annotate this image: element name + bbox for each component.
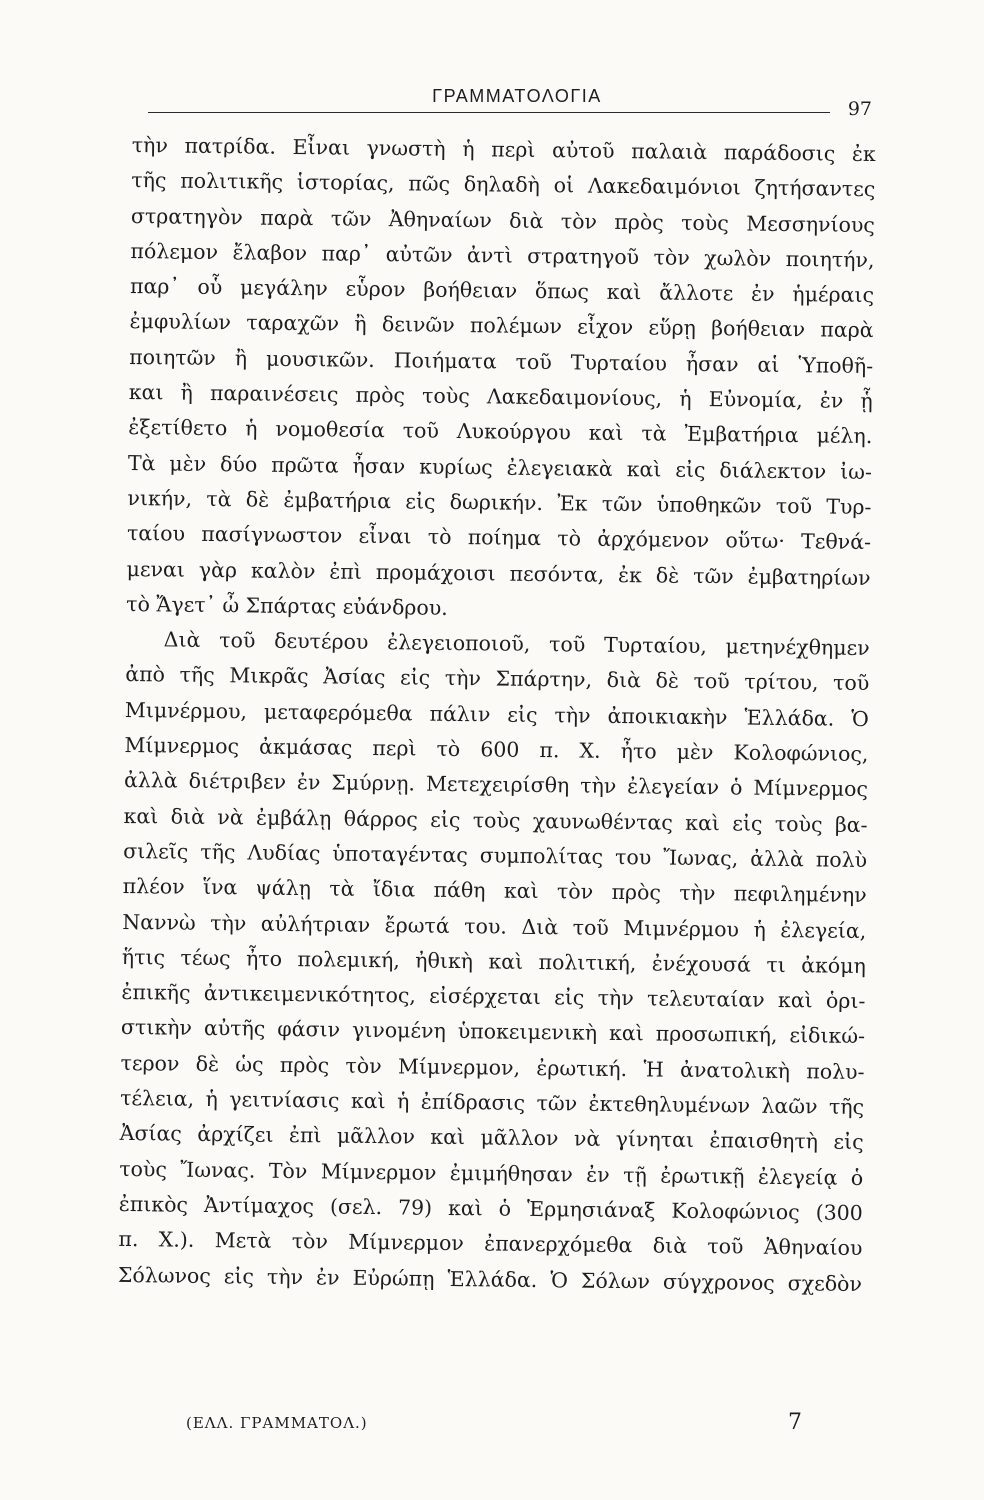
page-footer xyxy=(138,1410,802,1444)
text-line: τὴν πατρίδα. Εἶναι γνωστὴ ἡ περὶ αὐτοῦ παλαιὰ παράδοσις ἐκ xyxy=(131,132,876,167)
text-line: τῆς πολιτικῆς ἱστορίας, πῶς δηλαδὴ οἱ Λακεδαιμόνιοι ζητήσαντες xyxy=(131,168,876,202)
text-line: πόλεμον ἔλαβον παρ᾿ αὐτῶν ἀντὶ στρατηγοῦ τὸν χωλὸν ποιητήν, xyxy=(130,238,875,272)
running-title: ΓΡΑΜΜΑΤΟΛΟΓΙΑ xyxy=(432,86,602,106)
text-line: ἐμφυλίων ταραχῶν ἢ δεινῶν πολέμων εἶχον εὕρῃ βοήθειαν παρὰ xyxy=(129,309,874,343)
text-line: Σόλωνος εἰς τὴν ἐν Εὐρώπῃ Ἑλλάδα. Ὁ Σόλων σύγχρονος σχεδὸν xyxy=(117,1262,863,1296)
text-line: ἐπικὸς Ἀντίμαχος (σελ. 79) καὶ ὁ Ἑρμησιάναξ Κολοφώνιος (300 xyxy=(118,1191,863,1225)
text-line: παρ᾿ οὗ μεγάλην εὗρον βοήθειαν ὅπως καὶ ἄλλοτε ἐν ἡμέραις xyxy=(129,274,875,308)
text-line: καὶ διὰ νὰ ἐμβάλῃ θάρρος εἰς τοὺς χαυνωθέντας καὶ εἰς τοὺς βα- xyxy=(123,803,868,837)
text-line: Ἀσίας ἀρχίζει ἐπὶ μᾶλλον καὶ μᾶλλον νὰ γίνηται ἐπαισθητὴ εἰς xyxy=(119,1121,864,1155)
text-line: ἀπὸ τῆς Μικρᾶς Ἀσίας εἰς τὴν Σπάρτην, διὰ δὲ τοῦ τρίτου, τοῦ xyxy=(125,662,870,696)
text-line: νικήν, τὰ δὲ ἐμβατήρια εἰς δωρικήν. Ἐκ τῶν ὑποθηκῶν τοῦ Τυρ- xyxy=(127,485,872,520)
text-line: τερον δὲ ὡς πρὸς τὸν Μίμνερμον, ἐρωτική. Ἡ ἀνατολικὴ πολυ- xyxy=(120,1050,865,1084)
text-line: ποιητῶν ἢ μουσικῶν. Ποιήματα τοῦ Τυρταίου ἦσαν αἱ Ὑποθῆ- xyxy=(129,344,874,378)
text-line: στικὴν αὐτῆς φάσιν γινομένη ὑποκειμενικὴ καὶ προσωπική, εἰδικώ- xyxy=(120,1015,866,1049)
text-line: στρατηγὸν παρὰ τῶν Ἀθηναίων διὰ τὸν πρὸς τοὺς Μεσσηνίους xyxy=(130,203,876,237)
text-line: ἀλλὰ διέτριβεν ἐν Σμύρνῃ. Μετεχειρίσθη τὴν ἐλεγείαν ὁ Μίμνερμος xyxy=(123,768,869,802)
page-number: 97 xyxy=(847,98,872,120)
text-line: Διὰ τοῦ δευτέρου ἐλεγειοποιοῦ, τοῦ Τυρταίου, μετηνέχθημεν xyxy=(163,627,870,661)
text-line: ταίου πασίγνωστον εἶναι τὸ ποίημα τὸ ἀρχόμενον οὕτω· Τεθνά- xyxy=(126,521,872,555)
text-line: τοὺς Ἴωνας. Τὸν Μίμνερμον ἐμιμήθησαν ἐν τῇ ἐρωτικῇ ἐλεγείᾳ ὁ xyxy=(119,1156,864,1190)
text-line: Μίμνερμος ἀκμάσας περὶ τὸ 600 π. Χ. ἦτο μὲν Κολοφώνιος, xyxy=(124,733,869,767)
running-head xyxy=(148,86,872,126)
signature-mark: (ΕΛΛ. ΓΡΑΜΜΑΤΟΛ.) xyxy=(186,1414,368,1432)
text-line: και ἢ παραινέσεις πρὸς τοὺς Λακεδαιμονίους, ἡ Εὐνομία, ἐν ᾗ xyxy=(128,380,873,414)
text-line: σιλεῖς τῆς Λυδίας ὑποταγέντας συμπολίτας του Ἴωνας, ἀλλὰ πολὺ xyxy=(123,838,868,872)
text-line: Μιμνέρμου, μεταφερόμεθα πάλιν εἰς τὴν ἀποικιακὴν Ἑλλάδα. Ὁ xyxy=(124,697,869,731)
text-line: τὸ Ἄγετ᾿ ὦ Σπάρτας εὐάνδρου. xyxy=(126,591,448,620)
header-rule xyxy=(148,112,830,113)
text-line: ἐξετίθετο ἡ νομοθεσία τοῦ Λυκούργου καὶ τὰ Ἐμβατήρια μέλη. xyxy=(128,415,873,449)
text-line: ἐπικῆς ἀντικειμενικότητος, εἰσέρχεται εἰς τὴν τελευταίαν καὶ ὁρι- xyxy=(121,980,866,1014)
text-line: πλέον ἵνα ψάλῃ τὰ ἴδια πάθη καὶ τὸν πρὸς τὴν πεφιλημένην xyxy=(122,874,867,908)
text-line: Τὰ μὲν δύο πρῶτα ἦσαν κυρίως ἐλεγειακὰ καὶ εἰς διάλεκτον ἰω- xyxy=(127,450,873,484)
text-line: μεναι γὰρ καλὸν ἐπὶ προμάχοισι πεσόντα, ἐκ δὲ τῶν ἐμβατηρίων xyxy=(126,556,871,590)
text-line: π. Χ.). Μετὰ τὸν Μίμνερμον ἐπανερχόμεθα διὰ τοῦ Ἀθηναίου xyxy=(118,1227,863,1261)
text-line: Ναννὼ τὴν αὐλήτριαν ἔρωτά του. Διὰ τοῦ Μιμνέρμου ἡ ἐλεγεία, xyxy=(122,909,867,943)
text-line: τέλεια, ἡ γειτνίασις καὶ ἡ ἐπίδρασις τῶν ἐκτεθηλυμένων λαῶν τῆς xyxy=(120,1085,865,1120)
body-text xyxy=(118,128,876,1302)
text-line: ἥτις τέως ἦτο πολεμική, ἠθικὴ καὶ πολιτική, ἐνέχουσά τι ἀκόμη xyxy=(121,944,866,978)
signature-number: 7 xyxy=(788,1410,802,1435)
